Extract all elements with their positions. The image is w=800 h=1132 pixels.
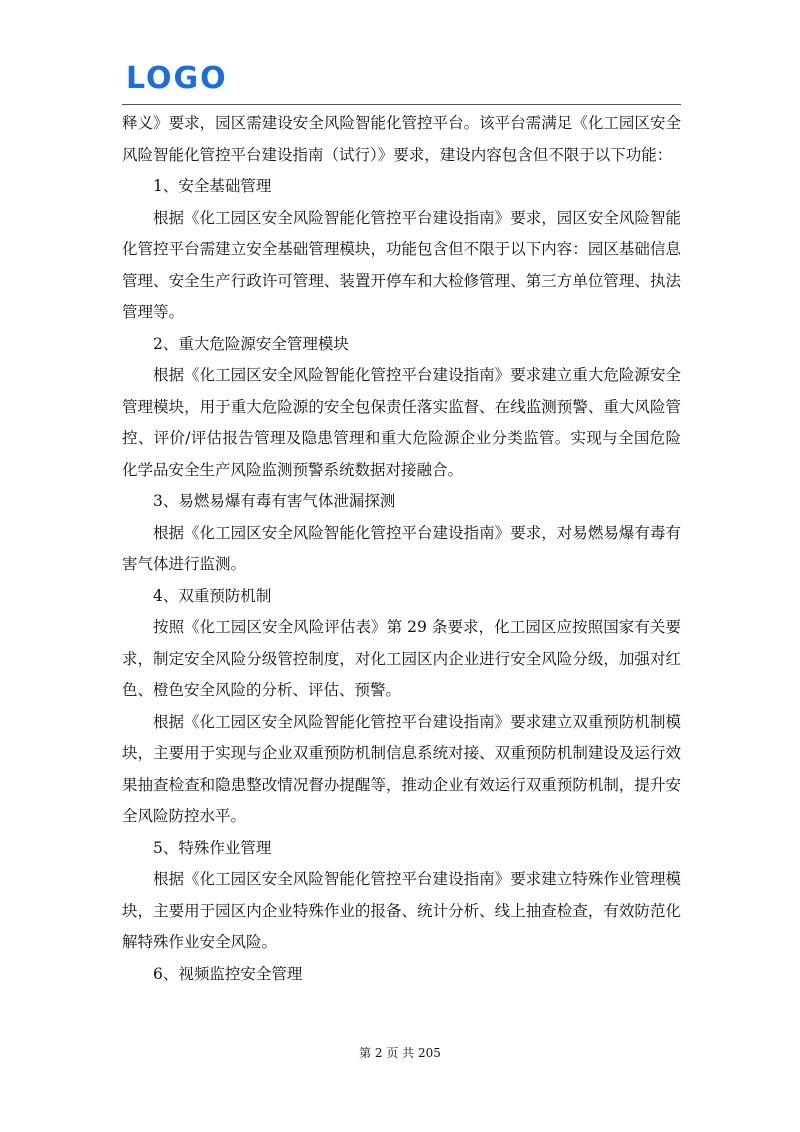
section-heading-3: 3、易燃易爆有毒有害气体泄漏探测 — [153, 492, 396, 510]
section-heading-6: 6、视频监控安全管理 — [153, 964, 303, 983]
paragraph-3: 根据《化工园区安全风险智能化管控平台建设指南》要求，对易燃易爆有毒有害气体进行监测。 — [122, 523, 681, 573]
paragraph-2: 根据《化工园区安全风险智能化管控平台建设指南》要求建立重大危险源安全管理模块，用于重大危险源的安全包保责任落实监督、在线监测预警、重大风险管控、评价/评估报告管理及隐患管理和重大危险源企业分类监管。实现与全国危险化学品安全生产风险监测预警系统数据对接融合。 — [122, 366, 681, 479]
section-heading-5: 5、特殊作业管理 — [153, 838, 272, 857]
section-heading-4: 4、双重预防机制 — [153, 586, 272, 605]
section-heading-1: 1、安全基础管理 — [153, 177, 272, 195]
paragraph-4b: 根据《化工园区安全风险智能化管控平台建设指南》要求建立双重预防机制模块，主要用于实现与企业双重预防机制信息系统对接、双重预防机制建设及运行效果抽查检查和隐患整改情况督办提醒等，推动企业有效运行双重预防机制，提升安全风险防控水平。 — [122, 712, 681, 825]
section-heading-2: 2、重大危险源安全管理模块 — [153, 334, 349, 353]
page-number: 第 2 页 共 205 — [359, 1046, 441, 1060]
paragraph-1: 根据《化工园区安全风险智能化管控平台建设指南》要求，园区安全风险智能化管控平台需建立安全基础管理模块，功能包含但不限于以下内容：园区基础信息管理、安全生产行政许可管理、装置开停车和大检修管理、第三方单位管理、执法管理等。 — [122, 208, 681, 321]
document-body — [122, 108, 681, 990]
paragraph-4a: 按照《化工园区安全风险评估表》第 29 条要求，化工园区应按照国家有关要求，制定安全风险分级管控制度，对化工园区内企业进行安全风险分级，加强对红色、橙色安全风险的分析、评估、预警。 — [122, 618, 681, 699]
logo: LOGO — [126, 61, 228, 96]
paragraph-5: 根据《化工园区安全风险智能化管控平台建设指南》要求建立特殊作业管理模块，主要用于园区内企业特殊作业的报备、统计分析、线上抽查检查，有效防范化解特殊作业安全风险。 — [122, 870, 681, 951]
page-header — [122, 60, 681, 105]
paragraph-intro: 释义》要求，园区需建设安全风险智能化管控平台。该平台需满足《化工园区安全风险智能化管控平台建设指南（试行）》要求，建设内容包含但不限于以下功能： — [122, 114, 681, 164]
